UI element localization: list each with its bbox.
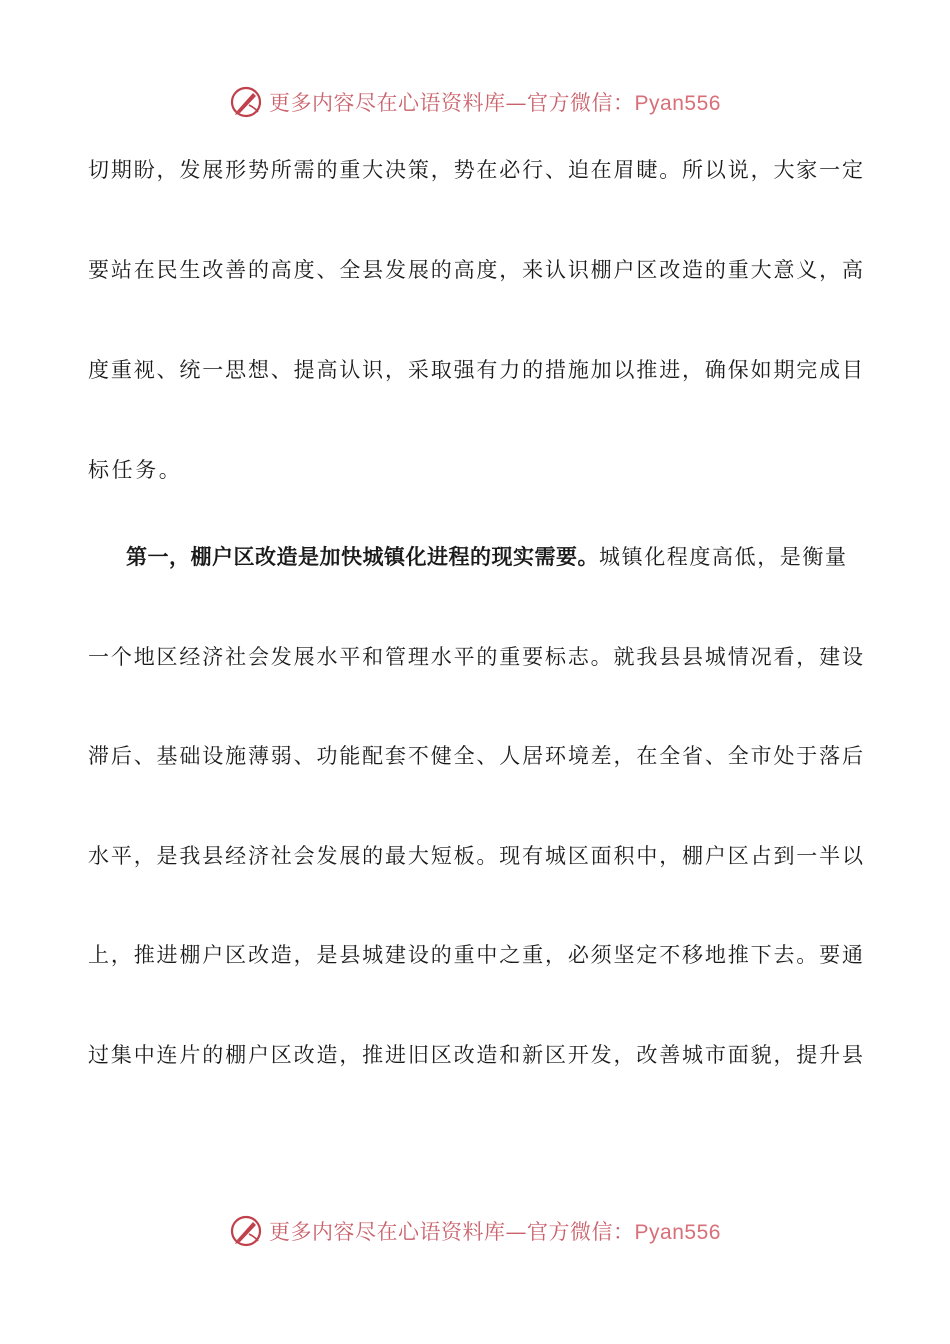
footer-banner xyxy=(0,1211,950,1251)
text-line: 滞后、基础设施薄弱、功能配套不健全、人居环境差，在全省、全市处于落后 xyxy=(88,744,863,768)
text-line: 切期盼，发展形势所需的重大决策，势在必行、迫在眉睫。所以说，大家一定 xyxy=(88,158,863,182)
header-banner xyxy=(0,82,950,122)
pen-logo-icon xyxy=(229,1214,263,1248)
pen-logo-icon xyxy=(229,85,263,119)
wechat-handle: Pyan556 xyxy=(634,1221,721,1244)
text-line: 过集中连片的棚户区改造，推进旧区改造和新区开发，改善城市面貌，提升县 xyxy=(88,1043,863,1067)
text-line: 上，推进棚户区改造，是县城建设的重中之重，必须坚定不移地推下去。要通 xyxy=(88,943,863,967)
wechat-handle: Pyan556 xyxy=(634,92,721,115)
paragraph-heading: 第一，棚户区改造是加快城镇化进程的现实需要。 xyxy=(126,545,599,569)
text-line: 一个地区经济社会发展水平和管理水平的重要标志。就我县县城情况看，建设 xyxy=(88,645,863,669)
banner-text: 更多内容尽在心语资料库—官方微信：Pyan556 xyxy=(269,1220,721,1244)
text-line: 标任务。 xyxy=(88,458,183,482)
banner-text: 更多内容尽在心语资料库—官方微信：Pyan556 xyxy=(269,91,721,115)
text-line: 要站在民生改善的高度、全县发展的高度，来认识棚户区改造的重大意义，高 xyxy=(88,258,863,282)
paragraph-first-line: 第一，棚户区改造是加快城镇化进程的现实需要。城镇化程度高低，是衡量 xyxy=(126,545,848,569)
text-line: 度重视、统一思想、提高认识，采取强有力的措施加以推进，确保如期完成目 xyxy=(88,358,863,382)
text-line: 水平，是我县经济社会发展的最大短板。现有城区面积中，棚户区占到一半以 xyxy=(88,844,863,868)
